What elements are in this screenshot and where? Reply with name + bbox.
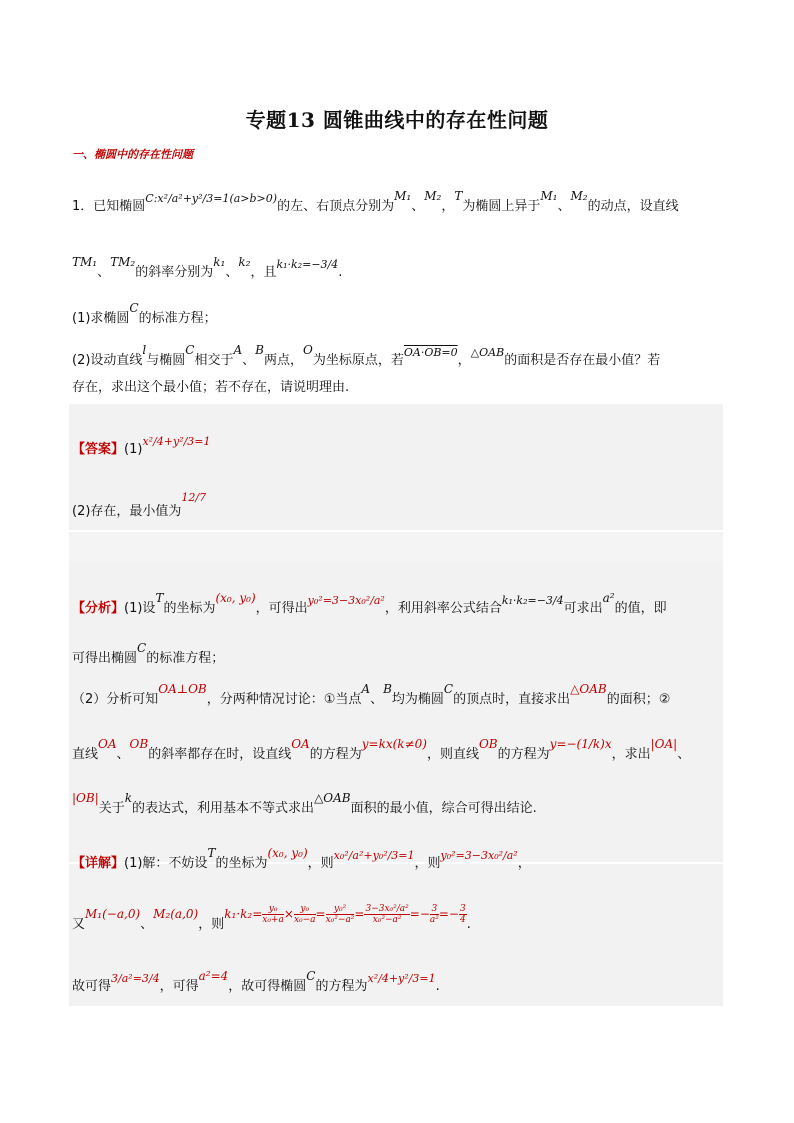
analysis-text: 的方程为 [497,747,550,762]
answer-text: (2)存在，最小值为 [72,504,182,519]
math-coord: (x₀, y₀) [215,591,256,605]
problem-text: 的动点，设直线 [587,199,679,214]
analysis-text: 的坐标为 [163,601,216,616]
fraction-numerator: y₀ [294,904,316,915]
problem-text: 、 [557,199,571,214]
problem-text: 为椭圆上异于 [462,199,541,214]
fraction-numerator: 3 [431,904,438,914]
analysis-text: 、 [370,692,384,707]
fraction-denominator: x₀²−a² [372,915,402,925]
page-title: 专题13 圆锥曲线中的存在性问题 [245,108,549,132]
math-a: A [361,682,371,696]
analysis-line-5 [72,791,537,817]
analysis-line-2 [72,641,225,667]
analysis-text: 均为椭圆 [391,692,444,707]
problem-text: 、 [97,265,111,280]
problem-line-1 [72,189,679,215]
math-tm2: TM₂ [110,255,136,269]
problem-text: 的面积是否存在最小值？若 [504,353,661,368]
math-equation: y₀²=3−3x₀²/a² [307,594,385,607]
analysis-text: （2）分析可知 [72,692,159,707]
answer-tag: 【答案】 [72,442,125,457]
detail-text: 的坐标为 [215,856,268,871]
answer-text: (1) [124,442,143,457]
problem-text: ，且 [250,265,277,280]
math-k1: k₁ [213,255,226,269]
math-b: B [255,343,264,357]
math-op: =− [409,907,430,921]
slope-derivation [224,904,466,925]
problem-text: ， [441,199,455,214]
math-l: l [142,343,147,357]
problem-text: (1)求椭圆 [72,311,130,326]
analysis-line-3 [72,682,671,708]
fraction [262,904,284,925]
math-op: × [283,907,294,921]
fraction-denominator: 4 [459,915,466,925]
detail-tag: 【详解】 [72,856,125,871]
detail-text: . [435,979,440,994]
analysis-line-1 [72,591,667,617]
math-op: = [354,907,365,921]
math-m2: M₂ [570,189,588,203]
section-heading: 一、椭圆中的存在性问题 [72,148,193,161]
detail-text: ，则 [307,856,334,871]
dot-product: OA·OB=0 [403,346,458,359]
detail-line-3 [72,969,440,995]
detail-text: ， [517,856,531,871]
problem-text: 两点， [264,353,304,368]
analysis-text: 的顶点时，直接求出 [453,692,571,707]
analysis-text: 直线 [72,747,99,762]
question-2-line-1 [72,343,661,369]
problem-text: 、 [411,199,425,214]
math-op: = [315,907,326,921]
math-t: T [155,591,164,605]
analysis-text: 可得出椭圆 [72,651,138,666]
question-2-line-2: 存在，求出这个最小值；若不存在，请说明理由. [72,380,350,395]
math-oa: OA [98,737,117,751]
fraction-denominator: x₀²−a² [325,915,355,925]
fraction-denominator: a² [429,915,439,925]
math-a: A [233,343,243,357]
problem-text: 、 [225,265,239,280]
question-1 [72,301,217,327]
fraction-numerator: 3 [459,904,466,914]
fraction-denominator: x₀−a [293,915,316,925]
fraction-numerator: y₀ [262,904,284,915]
math-t: T [207,846,216,860]
final-ellipse-equation: x²/4+y²/3=1 [367,972,436,985]
analysis-text: 的表达式，利用基本不等式求出 [132,801,315,816]
math-c: C [185,343,195,357]
triangle-oab: △OAB [314,791,351,805]
fraction [459,904,467,925]
abs-oa: |OA| [650,737,678,751]
fraction-numerator: y₀² [326,904,355,915]
math-o: O [303,343,313,357]
math-a-squared: a² [602,591,615,605]
problem-text: 的斜率分别为 [135,265,214,280]
analysis-tag: 【分析】 [72,601,125,616]
spacer-box [69,532,723,562]
triangle-oab: △OAB [570,682,607,696]
detail-text: 、 [140,917,154,932]
analysis-text: ，分两种情况讨论：①当点 [206,692,362,707]
ellipse-equation: C:x²/a²+y²/3=1(a>b>0) [145,192,278,205]
math-ob: OB [478,737,498,751]
problem-text: ， [457,353,471,368]
analysis-text: ，求出 [611,747,651,762]
detail-text: 故可得 [72,979,112,994]
analysis-text: 的方程为 [309,747,362,762]
detail-text: ，可得 [159,979,199,994]
detail-text: (1)解：不妨设 [124,856,208,871]
math-m1: M₁ [540,189,558,203]
analysis-text: (1)设 [124,601,156,616]
analysis-text: 的标准方程； [146,651,225,666]
abs-ob: |OB| [72,791,99,805]
triangle-oab: △OAB [470,346,505,359]
analysis-text: ，可得出 [255,601,308,616]
answer-equation: x²/4+y²/3=1 [142,435,211,448]
math-k2: k₂ [238,255,251,269]
a-squared-value: a²=4 [198,969,229,983]
problem-text: 与椭圆 [146,353,186,368]
math-oa: OA [291,737,310,751]
analysis-text: ，则直线 [426,747,479,762]
math-tm1: TM₁ [72,255,98,269]
math-kk: k₁·k₂= [224,907,263,921]
a-squared-relation: 3/a²=3/4 [111,972,160,985]
analysis-text: 、 [116,747,130,762]
point-m1: M₁(−a,0) [85,907,141,921]
answer-line-1 [72,435,211,458]
y0-equation: y₀²=3−3x₀²/a² [440,849,518,862]
detail-text: ，则 [414,856,441,871]
fraction [364,904,409,925]
slope-product: k₁·k₂=−3/4 [276,258,339,271]
math-t: T [454,189,463,203]
math-k: k [124,791,133,805]
math-ob: OB [129,737,149,751]
detail-text: 的方程为 [315,979,368,994]
fraction [294,904,316,925]
problem-text: 为坐标原点，若 [312,353,404,368]
detail-text: ，则 [198,917,225,932]
math-m2: M₂ [424,189,442,203]
problem-text: . [338,265,343,280]
math-m1: M₁ [394,189,412,203]
analysis-text: 可求出 [563,601,603,616]
detail-line-2 [72,904,471,935]
problem-text: 的左、右顶点分别为 [277,199,395,214]
problem-text: 相交于 [194,353,234,368]
answer-min-value: 12/7 [181,491,207,504]
analysis-line-4 [72,737,691,763]
analysis-text: 的斜率都存在时，设直线 [148,747,292,762]
line-oa-equation: y=kx(k≠0) [361,737,427,751]
detail-text: . [466,917,471,932]
fraction-numerator: 3−3x₀²/a² [365,904,409,914]
math-b: B [383,682,392,696]
problem-text: 1．已知椭圆 [72,199,146,214]
line-ob-equation: y=−(1/k)x [549,737,612,751]
math-c: C [306,969,316,983]
problem-text: 的标准方程； [138,311,217,326]
analysis-text: 、 [677,747,691,762]
math-c: C [129,301,139,315]
fraction [430,904,439,925]
answer-line-2 [72,491,207,520]
math-c: C [443,682,454,696]
math-op: =− [438,907,459,921]
detail-text: ，故可得椭圆 [228,979,307,994]
fraction [326,904,355,925]
math-coord: (x₀, y₀) [267,846,308,860]
analysis-text: ，利用斜率公式结合 [384,601,502,616]
problem-text: 、 [242,353,256,368]
slope-product: k₁·k₂=−3/4 [501,594,564,607]
analysis-text: 关于 [98,801,125,816]
ellipse-point-equation: x₀²/a²+y₀²/3=1 [333,849,415,862]
point-m2: M₂(a,0) [153,907,199,921]
math-perp: OA⊥OB [158,682,207,696]
detail-line-1 [72,846,531,872]
math-c: C [137,641,147,655]
problem-text: (2)设动直线 [72,353,143,368]
analysis-text: 的面积；② [606,692,671,707]
analysis-text: 的值，即 [614,601,667,616]
problem-line-2 [72,255,343,281]
detail-text: 又 [72,917,86,932]
fraction-denominator: x₀+a [262,915,284,925]
analysis-text: 面积的最小值，综合可得出结论. [350,801,537,816]
